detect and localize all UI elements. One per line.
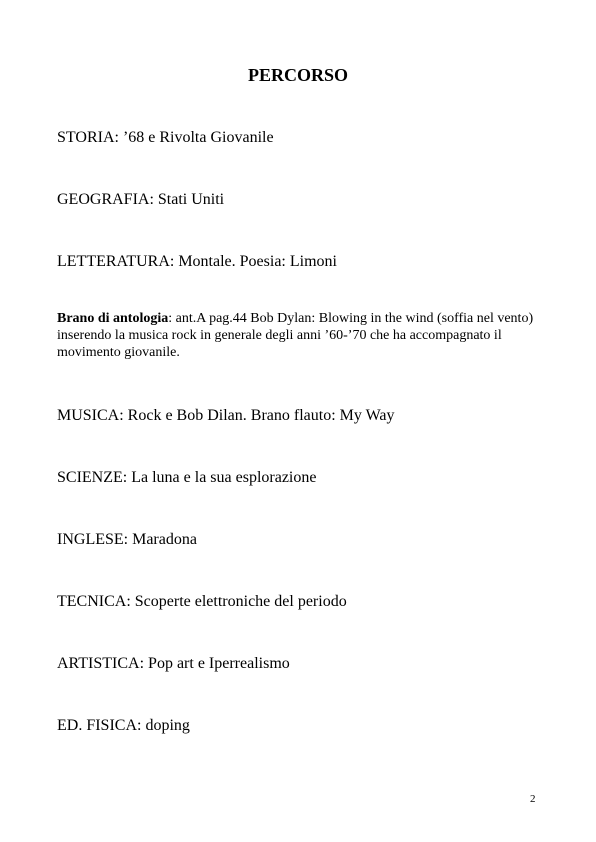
subject-geografia: GEOGRAFIA: Stati Uniti (57, 191, 225, 208)
subject-letteratura: LETTERATURA: Montale. Poesia: Limoni (57, 253, 337, 270)
page-number: 2 (530, 793, 536, 805)
subject-inglese: INGLESE: Maradona (57, 531, 197, 548)
subject-artistica: ARTISTICA: Pop art e Iperrealismo (57, 655, 290, 672)
subject-storia: STORIA: ’68 e Rivolta Giovanile (57, 129, 274, 146)
subject-tecnica: TECNICA: Scoperte elettroniche del periodo (57, 593, 347, 610)
brano-paragraph (57, 310, 547, 361)
page-title: PERCORSO (247, 65, 348, 85)
brano-label: Brano di antologia (57, 311, 169, 326)
brano-text: : ant.A pag.44 Bob Dylan: Blowing in the wind (soffia nel vento) inserendo la musica rock in generale degli anni ’60-’70 che ha accompagnato il movimento giovanile. (57, 311, 534, 360)
subject-scienze: SCIENZE: La luna e la sua esplorazione (57, 469, 317, 486)
subject-musica: MUSICA: Rock e Bob Dilan. Brano flauto: My Way (57, 407, 395, 424)
subject-ed-fisica: ED. FISICA: doping (57, 717, 190, 734)
